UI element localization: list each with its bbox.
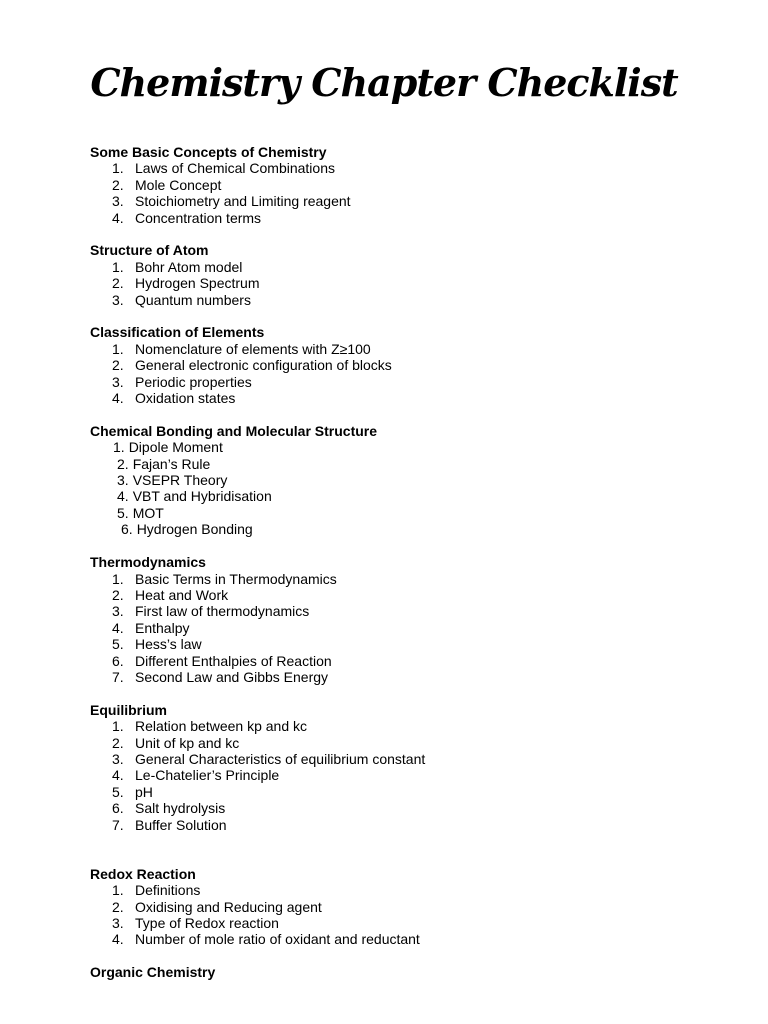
- item-number: 4.: [112, 931, 124, 948]
- list-item: [90, 456, 730, 472]
- item-text: Fajan’s Rule: [132, 455, 211, 472]
- list-item: [90, 472, 730, 488]
- item-text: Hydrogen Spectrum: [135, 275, 260, 292]
- list-item: [90, 899, 730, 915]
- item-text: Concentration terms: [135, 209, 262, 226]
- item-text: Enthalpy: [135, 619, 190, 636]
- item-text: VBT and Hybridisation: [132, 488, 272, 505]
- item-text: Bohr Atom model: [135, 258, 243, 275]
- list-item: [90, 505, 730, 521]
- item-text: General electronic configuration of blocks: [135, 357, 392, 374]
- item-number: 3.: [112, 914, 124, 931]
- topic-list: [90, 571, 730, 686]
- list-item: [90, 390, 730, 406]
- section-heading: Thermodynamics: [90, 554, 206, 571]
- list-item: [90, 603, 730, 619]
- item-number: 6.: [121, 521, 133, 538]
- list-item: [90, 587, 730, 603]
- item-number: 3.: [112, 291, 124, 308]
- item-text: Definitions: [135, 882, 201, 899]
- item-text: Heat and Work: [135, 586, 229, 603]
- item-text: Basic Terms in Thermodynamics: [135, 570, 337, 587]
- list-item: [90, 521, 730, 537]
- list-item: [90, 177, 730, 193]
- list-item: [90, 735, 730, 751]
- item-text: Stoichiometry and Limiting reagent: [135, 193, 351, 210]
- section-heading: Equilibrium: [90, 701, 167, 718]
- topic-list: [90, 341, 730, 407]
- item-number: 6.: [112, 800, 124, 817]
- item-number: 5.: [112, 783, 124, 800]
- topic-list: [90, 259, 730, 308]
- item-number: 3.: [117, 472, 129, 489]
- section-basic-concepts: [90, 144, 730, 226]
- topic-list: [90, 160, 730, 226]
- list-item: [90, 915, 730, 931]
- item-text: Oxidation states: [135, 390, 236, 407]
- item-number: 5.: [112, 636, 124, 653]
- item-text: Dipole Moment: [128, 439, 223, 456]
- topic-list: [90, 718, 730, 833]
- section-heading: Structure of Atom: [90, 242, 209, 259]
- item-number: 1.: [113, 439, 125, 456]
- list-item: [90, 210, 730, 226]
- item-text: Hydrogen Bonding: [136, 521, 253, 538]
- item-text: Number of mole ratio of oxidant and reductant: [135, 931, 420, 948]
- item-text: MOT: [132, 504, 164, 521]
- item-number: 4.: [112, 619, 124, 636]
- list-item: [90, 751, 730, 767]
- item-number: 2.: [117, 455, 129, 472]
- item-text: Hess’s law: [135, 636, 202, 653]
- item-text: Second Law and Gibbs Energy: [135, 668, 329, 685]
- section-heading: Organic Chemistry: [90, 964, 216, 981]
- item-number: 5.: [117, 504, 129, 521]
- list-item: [90, 931, 730, 947]
- list-item: [90, 636, 730, 652]
- item-number: 2.: [112, 898, 124, 915]
- item-number: 1.: [112, 570, 124, 587]
- item-text: Type of Redox reaction: [135, 914, 279, 931]
- list-item: [90, 275, 730, 291]
- list-item: [90, 800, 730, 816]
- item-text: Nomenclature of elements with Z≥100: [135, 340, 371, 357]
- list-item: [90, 439, 730, 455]
- item-number: 4.: [112, 390, 124, 407]
- item-text: pH: [135, 783, 153, 800]
- item-number: 1.: [112, 718, 124, 735]
- item-text: Unit of kp and kc: [135, 734, 240, 751]
- item-number: 2.: [112, 734, 124, 751]
- item-number: 4.: [112, 209, 124, 226]
- item-text: Laws of Chemical Combinations: [135, 160, 335, 177]
- item-number: 1.: [112, 882, 124, 899]
- section-redox-reaction: [90, 866, 730, 948]
- item-text: Mole Concept: [135, 176, 222, 193]
- item-text: Relation between kp and kc: [135, 718, 307, 735]
- item-text: General Characteristics of equilibrium constant: [135, 750, 426, 767]
- list-item: [90, 341, 730, 357]
- item-number: 1.: [112, 258, 124, 275]
- section-organic-chemistry: [90, 964, 730, 980]
- item-number: 4.: [112, 767, 124, 784]
- list-item: [90, 357, 730, 373]
- list-item: [90, 571, 730, 587]
- checklist-content: [90, 144, 730, 997]
- item-number: 1.: [112, 340, 124, 357]
- item-number: 2.: [112, 176, 124, 193]
- list-item: [90, 488, 730, 504]
- item-number: 4.: [117, 488, 129, 505]
- item-number: 3.: [112, 750, 124, 767]
- topic-list: [90, 882, 730, 948]
- item-text: Le-Chatelier’s Principle: [135, 767, 280, 784]
- section-heading: Redox Reaction: [90, 865, 196, 882]
- section-heading: Chemical Bonding and Molecular Structure: [90, 422, 378, 439]
- item-number: 3.: [112, 603, 124, 620]
- item-text: First law of thermodynamics: [135, 603, 310, 620]
- list-item: [90, 669, 730, 685]
- item-number: 6.: [112, 652, 124, 669]
- item-text: Different Enthalpies of Reaction: [135, 652, 332, 669]
- item-number: 1.: [112, 160, 124, 177]
- item-number: 2.: [112, 275, 124, 292]
- section-classification-of-elements: [90, 324, 730, 406]
- list-item: [90, 620, 730, 636]
- item-text: Periodic properties: [135, 373, 252, 390]
- item-text: Oxidising and Reducing agent: [135, 898, 322, 915]
- item-text: VSEPR Theory: [132, 472, 228, 489]
- item-text: Buffer Solution: [135, 816, 227, 833]
- item-number: 7.: [112, 668, 124, 685]
- item-number: 3.: [112, 373, 124, 390]
- page-title: Chemistry Chapter Checklist: [90, 60, 678, 105]
- list-item: [90, 882, 730, 898]
- list-item: [90, 259, 730, 275]
- item-number: 2.: [112, 357, 124, 374]
- list-item: [90, 193, 730, 209]
- item-text: Salt hydrolysis: [135, 800, 226, 817]
- topic-list: [90, 439, 730, 537]
- item-number: 7.: [112, 816, 124, 833]
- spacer: [90, 833, 730, 849]
- item-number: 3.: [112, 193, 124, 210]
- list-item: [90, 292, 730, 308]
- section-chemical-bonding: [90, 423, 730, 538]
- list-item: [90, 767, 730, 783]
- list-item: [90, 653, 730, 669]
- list-item: [90, 784, 730, 800]
- list-item: [90, 718, 730, 734]
- section-structure-of-atom: [90, 242, 730, 308]
- section-heading: Classification of Elements: [90, 324, 265, 341]
- section-heading: Some Basic Concepts of Chemistry: [90, 144, 327, 160]
- section-equilibrium: [90, 702, 730, 850]
- item-number: 2.: [112, 586, 124, 603]
- item-text: Quantum numbers: [135, 291, 251, 308]
- section-thermodynamics: [90, 554, 730, 685]
- list-item: [90, 817, 730, 833]
- list-item: [90, 160, 730, 176]
- list-item: [90, 374, 730, 390]
